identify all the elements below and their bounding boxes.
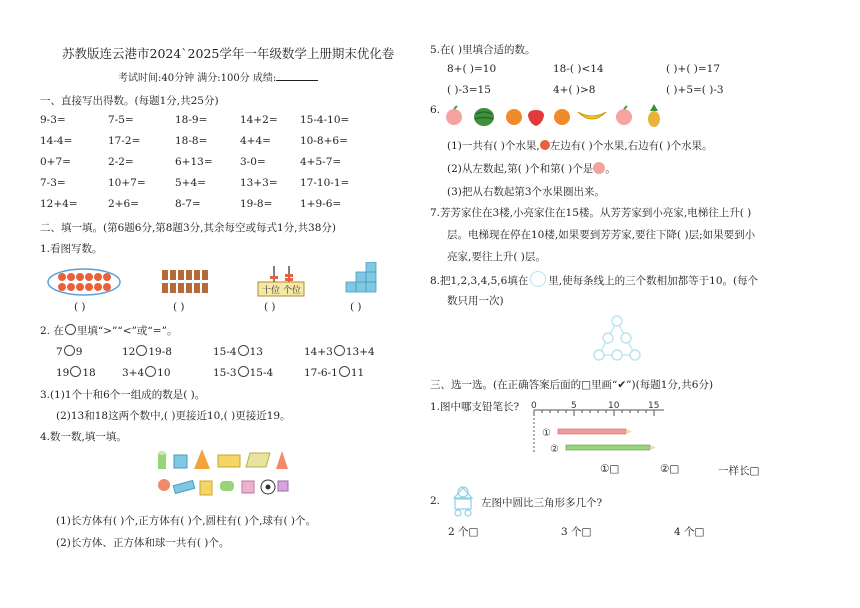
solid-shapes-illustration	[150, 447, 290, 503]
apple-plate-icon	[48, 269, 120, 295]
s1-item: 2-2=	[108, 156, 134, 168]
watermelon-icon	[474, 108, 494, 126]
pencil-2-label: ②	[550, 444, 559, 455]
s1-item: 17-2=	[108, 135, 141, 147]
q2-prefix: 2. 在	[40, 325, 64, 337]
s1-item: 13+3=	[240, 177, 278, 189]
ruler-tick-label: 5	[571, 401, 577, 411]
compare-circle[interactable]	[238, 366, 249, 377]
answer-circle[interactable]	[630, 350, 640, 360]
cone-icon	[276, 451, 288, 469]
cube-icon	[242, 481, 254, 493]
compare-item: 17-6-1 11	[304, 367, 365, 379]
q2-row	[56, 345, 376, 359]
q8-line1-b: 里,使每条线上的三个数相加都等于10。(每个	[548, 275, 759, 287]
s1-item: 4+5-7=	[300, 156, 342, 168]
q4-label: 4.数一数,填一填。	[40, 431, 127, 443]
peach-icon	[616, 106, 632, 125]
ruler-tick-label: 10	[608, 401, 620, 411]
cuboid-icon	[218, 455, 240, 467]
compare-circle[interactable]	[334, 345, 345, 356]
answer-circle[interactable]	[594, 350, 604, 360]
s1-item: 17-10-1=	[300, 177, 350, 189]
s1-item: 14-4=	[40, 135, 73, 147]
strawberry-icon	[528, 110, 544, 126]
answer-circle[interactable]	[621, 333, 631, 343]
orange-icon	[506, 109, 522, 125]
peach-icon	[593, 162, 605, 174]
triangle-circles-diagram	[592, 314, 642, 364]
s1-item: 7-3=	[40, 177, 66, 189]
q8-line1-a: 8.把1,2,3,4,5,6填在	[430, 275, 529, 287]
s3-q1-option-2[interactable]: ②□	[660, 463, 680, 475]
q3-part1: 3.(1)1个十和6个一组成的数是( )。	[40, 389, 206, 401]
s1-item: 0+7=	[40, 156, 71, 168]
s1-item: 18-9=	[175, 114, 208, 126]
q5-label: 5.在( )里填合适的数。	[430, 44, 536, 56]
q6-part2	[447, 161, 616, 176]
ball-icon	[158, 479, 170, 491]
q2-label	[40, 323, 177, 338]
orange-icon	[554, 109, 570, 125]
q1-blank-2[interactable]: ( )	[173, 301, 185, 313]
q5-item: 18-( )<14	[553, 63, 604, 75]
q6-part2-a: (2)从左数起,第( )个和第( )个是	[447, 163, 594, 175]
q2-suffix: 里填“>”“<”或“=”。	[76, 325, 178, 337]
page-title: 苏教版连云港市2024`2025学年一年级数学上册期末优化卷	[62, 46, 395, 61]
compare-circle[interactable]	[339, 366, 350, 377]
compare-circle[interactable]	[145, 366, 156, 377]
s1-item: 8-7=	[175, 198, 201, 210]
q5-row	[447, 63, 807, 77]
section1-heading: 一、直接写出得数。(每题1分,共25分)	[40, 95, 219, 107]
q4-part2: (2)长方体、正方体和球一共有( )个。	[56, 537, 230, 549]
cuboid-icon	[173, 481, 194, 494]
s1-row	[40, 156, 370, 170]
answer-circle[interactable]	[612, 350, 622, 360]
empty-circle-icon	[530, 271, 546, 287]
s1-item: 2+6=	[108, 198, 139, 210]
q8-line2: 数只用一次)	[447, 295, 504, 307]
s1-item: 7-5=	[108, 114, 134, 126]
cylinder-icon	[220, 481, 234, 491]
cube-icon	[278, 481, 288, 491]
answer-circle[interactable]	[603, 333, 613, 343]
compare-item: 7 9	[56, 346, 83, 358]
s1-item: 6+13=	[175, 156, 213, 168]
q1-blank-1[interactable]: ( )	[74, 301, 86, 313]
compare-item: 15-4 13	[213, 346, 263, 358]
q5-item: 4+( )>8	[553, 84, 596, 96]
exam-meta	[118, 69, 318, 84]
q6-part1	[447, 138, 713, 153]
cuboid-icon	[200, 481, 212, 495]
abacus-ones-label: 个位	[283, 286, 302, 296]
s1-item: 18-8=	[175, 135, 208, 147]
compare-circle[interactable]	[136, 345, 147, 356]
answer-circle[interactable]	[612, 316, 622, 326]
s1-item: 10-8+6=	[300, 135, 348, 147]
q5-item: 8+( )=10	[447, 63, 497, 75]
cone-icon	[194, 449, 210, 469]
q7-line2: 层。电梯现在停在10楼,如果要到芳芳家,要往下降( )层;如果要到小	[447, 229, 756, 241]
q5-item: ( )+( )=17	[666, 63, 721, 75]
shape-robot-figure	[448, 484, 478, 518]
fruit-row	[444, 104, 664, 128]
cylinder-icon	[158, 451, 166, 469]
ruler-tick-label: 0	[531, 401, 537, 411]
q1-label: 1.看图写数。	[40, 243, 103, 255]
s1-item: 3-0=	[240, 156, 266, 168]
q6-part3: (3)把从右数起第3个水果圈出来。	[447, 186, 606, 198]
orange-icon	[540, 140, 550, 150]
q5-item: ( )-3=15	[447, 84, 491, 96]
s3-q1-label: 1.图中哪支铅笔长?	[430, 401, 520, 413]
s1-item: 9-3=	[40, 114, 66, 126]
abacus-tens-label: 十位	[262, 286, 281, 296]
q3-part2: (2)13和18这两个数中,( )更接近10,( )更接近19。	[56, 410, 291, 422]
compare-circle[interactable]	[238, 345, 249, 356]
ruler-tick-label: 15	[648, 401, 660, 411]
s3-q2-option-1[interactable]: 2 个□	[448, 526, 479, 538]
compare-item: 12 19-8	[122, 346, 172, 358]
q6-part1-a: (1)一共有( )个水果,	[447, 140, 540, 152]
q2-row	[56, 366, 376, 380]
q7-line1: 7.芳芳家住在3楼,小亮家住在15楼。从芳芳家到小亮家,电梯往上升( )	[430, 207, 752, 219]
s1-item: 10+7=	[108, 177, 146, 189]
compare-item: 19 18	[56, 367, 96, 379]
s3-q2-number: 2.	[430, 495, 441, 507]
stick-bundles-icon	[162, 270, 208, 293]
pineapple-icon	[648, 104, 660, 127]
s1-row	[40, 114, 370, 128]
s1-item: 1+9-6=	[300, 198, 342, 210]
prism-icon	[246, 453, 270, 467]
q1-pictures	[44, 262, 394, 308]
peach-icon	[446, 106, 462, 125]
q5-item: ( )+5=( )-3	[666, 84, 724, 96]
q4-part1: (1)长方体有( )个,正方体有( )个,圆柱有( )个,球有( )个。	[56, 515, 317, 527]
s3-q1-option-1[interactable]: ①□	[600, 463, 620, 475]
s1-item: 4+4=	[240, 135, 271, 147]
q6-part1-b: 左边有( )个水果,右边有( )个水果。	[549, 140, 713, 152]
s1-item: 14+2=	[240, 114, 278, 126]
cubes-icon	[346, 262, 376, 292]
banana-icon	[578, 112, 606, 119]
s3-q2-option-2[interactable]: 3 个□	[561, 526, 592, 538]
q8-line1	[430, 271, 758, 288]
q1-blank-3[interactable]: ( )	[264, 301, 276, 313]
q5-row	[447, 84, 807, 98]
pencil-1	[558, 429, 632, 434]
s1-row	[40, 198, 370, 212]
s1-item: 19-8=	[240, 198, 273, 210]
compare-circle[interactable]	[64, 345, 75, 356]
abacus-icon	[258, 266, 304, 296]
s1-row	[40, 177, 370, 191]
s3-q2-question: 左图中圆比三角形多几个?	[481, 497, 603, 509]
cube-icon	[174, 455, 187, 468]
compare-item: 3+4 10	[122, 367, 171, 379]
ruler-pencils-figure	[528, 398, 668, 456]
compare-item: 14+3 13+4	[304, 346, 375, 358]
section2-heading: 二、填一填。(第6题6分,第8题3分,其余每空或每式1分,共38分)	[40, 222, 336, 234]
q6-label: 6.	[430, 104, 441, 116]
q1-blank-4[interactable]: ( )	[350, 301, 362, 313]
q6-part2-b: 。	[605, 163, 616, 175]
compare-item: 15-3 15-4	[213, 367, 274, 379]
score-blank[interactable]	[276, 70, 318, 81]
s1-item: 12+4=	[40, 198, 78, 210]
section3-heading: 三、选一选。(在正确答案后面的□里画“✔”)(每题1分,共6分)	[430, 379, 714, 391]
circle-icon	[65, 324, 76, 335]
s1-item: 5+4=	[175, 177, 206, 189]
s1-item: 15-4-10=	[300, 114, 350, 126]
pencil-2	[566, 445, 656, 450]
ball-icon	[261, 480, 275, 494]
compare-circle[interactable]	[70, 366, 81, 377]
q7-line3: 亮家,要往上升( )层。	[447, 251, 546, 263]
exam-meta-text: 考试时间:40分钟 满分:100分 成绩:	[118, 73, 277, 84]
s3-q2-option-3[interactable]: 4 个□	[674, 526, 705, 538]
s3-q1-option-3[interactable]: 一样长□	[718, 465, 760, 477]
pencil-1-label: ①	[542, 428, 551, 439]
s1-row	[40, 135, 370, 149]
